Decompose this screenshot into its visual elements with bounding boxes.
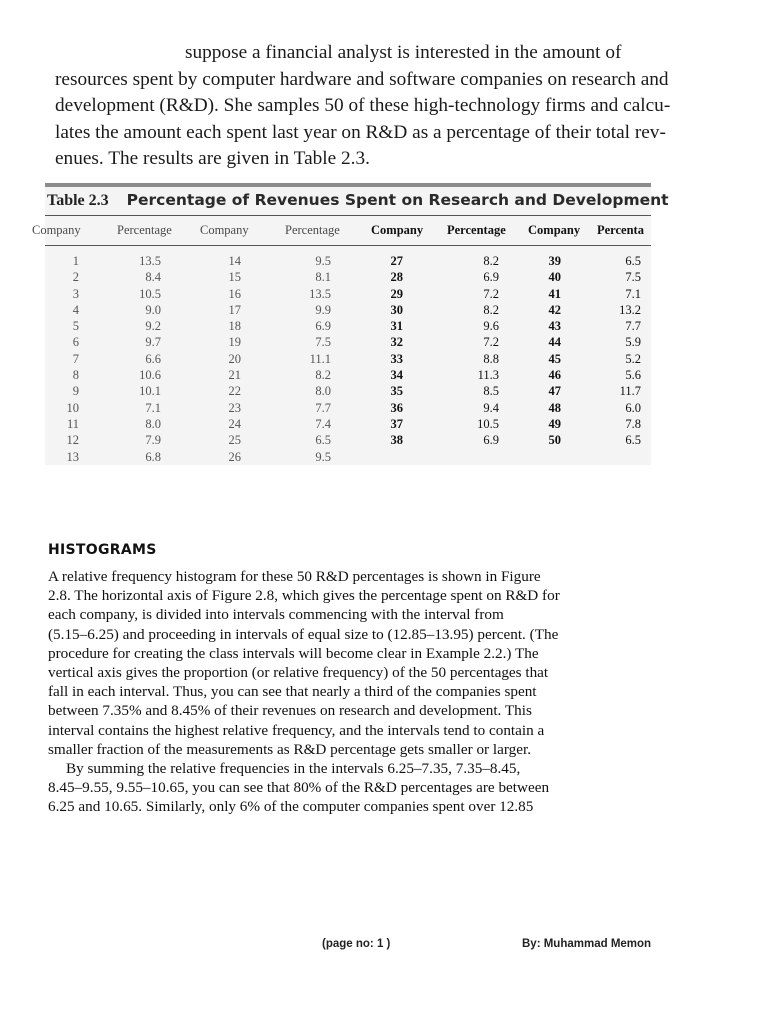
percentage-column (131, 253, 161, 465)
table-cell: 45 (548, 351, 561, 366)
table-cell: 9.4 (483, 400, 499, 415)
body-line: each company, is divided into intervals commencing with the interval from (48, 606, 504, 624)
table-cell: 7.8 (625, 416, 641, 431)
table-cell: 7.1 (145, 400, 161, 415)
percentage-column (466, 253, 499, 449)
table-cell: 37 (390, 416, 403, 431)
body-line: By summing the relative frequencies in the intervals 6.25–7.35, 7.35–8.45, (66, 760, 521, 778)
table-cell: 26 (228, 449, 241, 464)
table-label: Table 2.3 (47, 192, 109, 209)
table-cell: 6.6 (145, 351, 161, 366)
author-credit: By: Muhammad Memon (522, 938, 652, 950)
table-cell: 5 (72, 319, 79, 334)
table-cell: 10.1 (139, 384, 161, 399)
table-header-underline (45, 245, 651, 246)
column-header: Percentage (117, 223, 172, 237)
intro-line: enues. The results are given in Table 2.3. (55, 148, 370, 169)
table-cell: 36 (390, 400, 403, 415)
table-cell: 6.8 (145, 449, 161, 464)
table-cell: 11.7 (619, 384, 641, 399)
table-cell: 18 (228, 319, 241, 334)
table-cell: 47 (548, 384, 561, 399)
table-cell: 28 (390, 270, 403, 285)
intro-line: resources spent by computer hardware and software companies on research and (55, 68, 669, 90)
table-cell: 8.1 (315, 270, 331, 285)
table-cell: 41 (548, 286, 561, 301)
table-cell: 32 (390, 335, 403, 350)
table-cell: 13 (66, 449, 79, 464)
table-cell: 7.2 (483, 335, 499, 350)
table-top-rule (45, 183, 651, 187)
table-cell: 49 (548, 416, 561, 431)
body-line: 6.25 and 10.65. Similarly, only 6% of the computer companies spent over 12.85 (48, 798, 534, 816)
column-header: Percentage (285, 223, 340, 237)
column-header: Percentage (447, 223, 506, 237)
table-cell: 9 (72, 384, 79, 399)
table-cell: 11.3 (477, 368, 499, 383)
table-cell: 8.2 (315, 368, 331, 383)
table-cell: 42 (548, 302, 561, 317)
column-header: Company (371, 223, 424, 237)
table-cell: 9.5 (315, 449, 331, 464)
table-cell: 39 (548, 254, 561, 268)
table-cell: 50 (548, 433, 561, 448)
table-cell: 9.6 (483, 319, 499, 334)
table-cell: 7.5 (625, 270, 641, 285)
table-cell: 7.9 (145, 433, 161, 448)
table-cell: 6.5 (315, 433, 331, 448)
body-line: fall in each interval. Thus, you can see that nearly a third of the companies spent (48, 683, 537, 701)
table-cell: 9.9 (315, 302, 331, 317)
intro-line: suppose a financial analyst is interested in the amount of (185, 42, 622, 63)
percentage-column (608, 253, 641, 449)
table-cell: 30 (390, 302, 403, 317)
company-column (539, 253, 561, 449)
table-cell: 4 (72, 302, 79, 317)
table-cell: 13.5 (139, 254, 161, 268)
table-cell: 13.2 (619, 302, 641, 317)
table-cell: 8.0 (145, 416, 161, 431)
table-cell: 6.5 (625, 254, 641, 268)
table-cell: 8 (72, 368, 79, 383)
table-cell: 8.2 (483, 302, 499, 317)
table-cell: 38 (390, 433, 403, 448)
company-column (213, 253, 241, 465)
company-column (57, 253, 79, 465)
table-cell: 11.1 (309, 351, 331, 366)
table-cell: 7.2 (483, 286, 499, 301)
table-cell: 6.0 (625, 400, 641, 415)
table-cell: 6.5 (625, 433, 641, 448)
table-cell: 48 (548, 400, 561, 415)
table-cell: 10.6 (139, 368, 161, 383)
table-cell: 27 (390, 254, 403, 268)
table-cell: 20 (228, 351, 241, 366)
table-cell: 22 (228, 384, 241, 399)
table-cell: 17 (228, 302, 241, 317)
table-cell: 23 (228, 400, 241, 415)
body-line: 8.45–9.55, 9.55–10.65, you can see that 80% of the R&D percentages are between (48, 779, 550, 797)
body-line: interval contains the highest relative frequency, and the intervals tend to contain a (48, 721, 545, 739)
table-cell: 46 (548, 368, 561, 383)
table-cell: 7.7 (315, 400, 331, 415)
table-cell: 10.5 (139, 286, 161, 301)
column-header: Company (32, 223, 81, 237)
column-header: Company (200, 223, 249, 237)
table-cell: 6.9 (483, 270, 499, 285)
table-cell: 21 (228, 368, 241, 383)
body-line: smaller fraction of the measurements as R&D percentage gets smaller or larger. (48, 740, 532, 758)
body-line: between 7.35% and 8.45% of their revenues on research and development. This (48, 702, 532, 720)
table-cell: 9.0 (145, 302, 161, 317)
rd-table (32, 183, 669, 465)
table-cell: 3 (72, 286, 79, 301)
table-cell: 10 (66, 400, 79, 415)
intro-line: development (R&D). She samples 50 of these high-technology firms and calcu- (55, 95, 671, 116)
table-cell: 13.5 (309, 286, 331, 301)
body-line: procedure for creating the class intervals will become clear in Example 2.2.) The (48, 644, 539, 662)
table-cell: 24 (228, 416, 241, 431)
table-cell: 33 (390, 351, 403, 366)
table-cell: 8.4 (145, 270, 161, 285)
table-cell: 9.7 (145, 335, 161, 350)
table-cell: 34 (390, 368, 403, 383)
table-cell: 7 (72, 351, 79, 366)
table-cell: 5.9 (625, 335, 641, 350)
company-column (381, 253, 403, 449)
table-cell: 35 (390, 384, 403, 399)
table-cell: 15 (228, 270, 241, 285)
table-cell: 19 (228, 335, 241, 350)
table-cell: 2 (72, 270, 79, 285)
body-line: (5.15–6.25) and proceeding in intervals of equal size to (12.85–13.95) percent. (The (48, 625, 559, 643)
histograms-heading: HISTOGRAMS (48, 542, 157, 558)
table-cell: 8.5 (483, 384, 499, 399)
table-cell: 25 (228, 433, 241, 448)
table-cell: 8.0 (315, 384, 331, 399)
table-cell: 6.9 (483, 433, 499, 448)
table-cell: 1 (72, 254, 79, 268)
intro-paragraph (55, 40, 671, 173)
table-cell: 7.4 (315, 416, 331, 431)
table-cell: 31 (390, 319, 403, 334)
table-cell: 10.5 (477, 416, 499, 431)
table-cell: 16 (228, 286, 241, 301)
table-title (47, 191, 669, 210)
table-cell: 6.9 (315, 319, 331, 334)
table-cell: 40 (548, 270, 561, 285)
table-cell: 8.8 (483, 351, 499, 366)
table-cell: 7.7 (625, 319, 641, 334)
table-cell: 6 (72, 335, 79, 350)
table-cell: 9.2 (145, 319, 161, 334)
histograms-paragraph (48, 567, 646, 817)
table-caption: Percentage of Revenues Spent on Research and Development (126, 191, 669, 209)
table-cell: 7.5 (315, 335, 331, 350)
table-cell: 8.2 (483, 254, 499, 268)
table-cell: 44 (548, 335, 561, 350)
table-header-rule (45, 215, 651, 216)
table-cell: 7.1 (625, 286, 641, 301)
table-cell: 5.6 (625, 368, 641, 383)
table-cell: 9.5 (315, 254, 331, 268)
table-cell: 43 (548, 319, 561, 334)
table-cell: 14 (228, 254, 241, 268)
table-cell: 11 (66, 416, 79, 431)
page-number: (page no: 1 ) (322, 938, 391, 950)
table-cell: 12 (66, 433, 79, 448)
body-line: vertical axis gives the proportion (or relative frequency) of the 50 percentages that (48, 664, 549, 682)
percentage-column (295, 253, 331, 465)
column-header: Percenta (597, 223, 644, 237)
table-cell: 5.2 (625, 351, 641, 366)
column-header: Company (528, 223, 581, 237)
intro-line: lates the amount each spent last year on R&D as a percentage of their total rev- (55, 121, 666, 143)
body-line: A relative frequency histogram for these 50 R&D percentages is shown in Figure (48, 568, 541, 585)
body-line: 2.8. The horizontal axis of Figure 2.8, which gives the percentage spent on R&D for (48, 587, 560, 605)
table-cell: 29 (390, 286, 403, 301)
